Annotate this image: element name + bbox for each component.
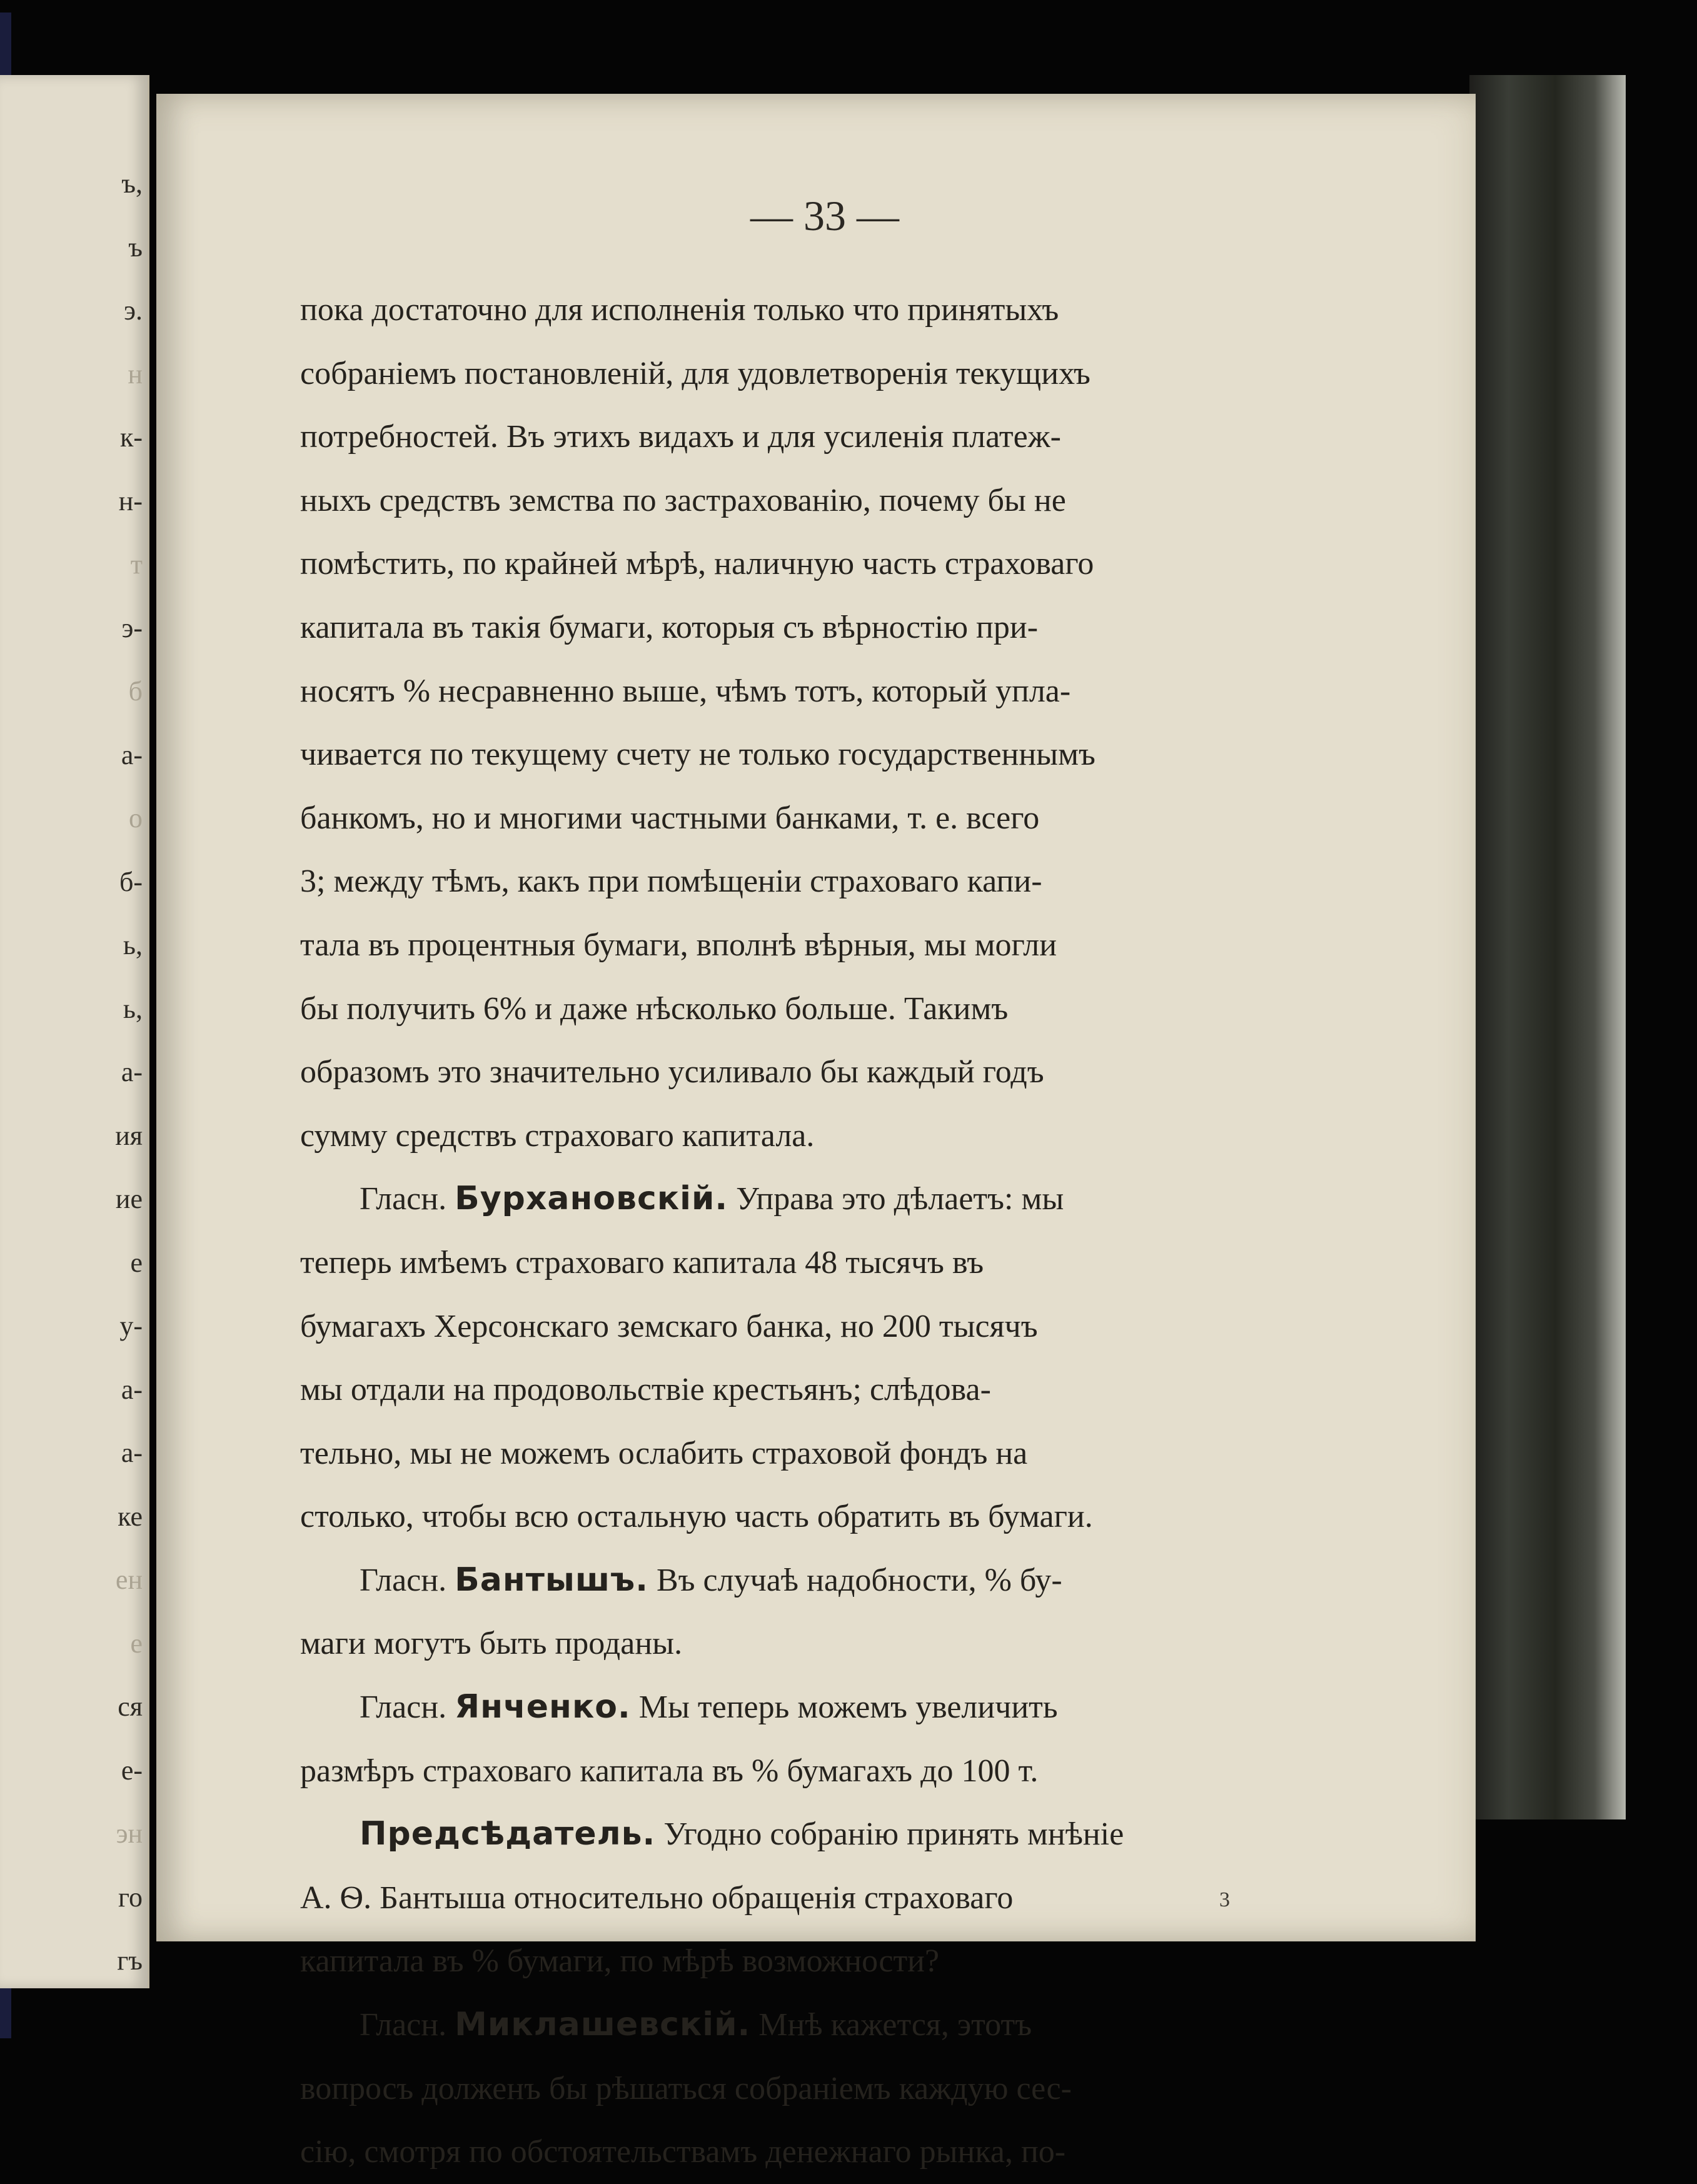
text-segment: помѣстить, по крайней мѣрѣ, наличную часть страховаго <box>300 546 1094 582</box>
page-text <box>300 278 1335 2184</box>
left-page-fragment: у- <box>119 1311 143 1341</box>
left-page-fragment: е <box>130 1628 143 1659</box>
text-segment: мы отдали на продовольствіе крестьянъ; слѣдова- <box>300 1372 991 1408</box>
left-page-fragment: е- <box>121 1754 143 1786</box>
page-number: — 33 — <box>750 192 899 239</box>
text-line <box>300 1422 1335 1486</box>
left-page-fragment: ие <box>115 1184 143 1214</box>
text-line <box>300 1612 1335 1676</box>
text-line <box>300 1358 1335 1422</box>
left-page <box>0 75 149 1988</box>
text-segment: 3; между тѣмъ, какъ при помѣщеніи страховаго капи- <box>300 863 1042 900</box>
speaker-name: Предсѣдатель. <box>360 1815 656 1853</box>
text-segment: носятъ % несравненно выше, чѣмъ тотъ, который упла- <box>300 673 1071 709</box>
left-page-fragment: ъ, <box>121 168 143 199</box>
text-line <box>300 850 1335 913</box>
text-line <box>300 532 1335 596</box>
text-line <box>300 1295 1335 1359</box>
left-page-fragment: э- <box>121 612 143 643</box>
left-page-fragment: ь, <box>123 993 143 1024</box>
text-line <box>300 342 1335 406</box>
text-line <box>300 1549 1335 1613</box>
left-page-fragment: гъ <box>117 1945 143 1976</box>
text-segment: тельно, мы не можемъ ослабить страховой фондъ на <box>300 1435 1028 1471</box>
text-line <box>300 913 1335 977</box>
signature-mark: 3 <box>1219 1888 1230 1911</box>
text-segment: потребностей. Въ этихъ видахъ и для усиленія платеж- <box>300 419 1061 455</box>
text-line <box>300 723 1335 787</box>
text-line <box>300 1930 1335 1993</box>
text-segment: Гласн. <box>360 1181 455 1217</box>
text-segment: Гласн. <box>360 1562 455 1598</box>
left-page-fragment: н <box>128 358 143 390</box>
text-line <box>300 660 1335 723</box>
text-line <box>300 787 1335 850</box>
text-segment: теперь имѣемъ страховаго капитала 48 тысячъ въ <box>300 1244 984 1281</box>
text-segment: собраніемъ постановленій, для удовлетворенія текущихъ <box>300 355 1090 391</box>
text-line <box>300 1803 1335 1866</box>
left-page-fragment: ь, <box>123 930 143 960</box>
text-line <box>300 1739 1335 1803</box>
text-line <box>300 1993 1335 2057</box>
text-line <box>300 977 1335 1041</box>
text-segment: бумагахъ Херсонскаго земскаго банка, но 200 тысячъ <box>300 1308 1038 1344</box>
left-page-fragment: а- <box>121 1374 143 1405</box>
page-block-edge <box>1469 75 1626 1819</box>
text-segment: маги могутъ быть проданы. <box>300 1626 683 1662</box>
text-line <box>300 2057 1335 2121</box>
left-page-fragment: а- <box>121 739 143 770</box>
text-segment: А. Ѳ. Бантыша относительно обращенія страховаго <box>300 1880 1014 1916</box>
text-segment: Въ случаѣ надобности, % бу- <box>648 1562 1062 1598</box>
text-line <box>300 469 1335 533</box>
text-segment: вопросъ долженъ бы рѣшаться собраніемъ каждую сес- <box>300 2070 1072 2106</box>
text-segment: Мнѣ кажется, этотъ <box>750 2007 1032 2043</box>
left-page-fragment: б <box>128 676 143 707</box>
text-line <box>300 1485 1335 1549</box>
left-page-fragment: ке <box>118 1501 143 1532</box>
left-page-fragment: а- <box>121 1057 143 1087</box>
text-segment: Управа это дѣлаетъ: мы <box>728 1181 1064 1217</box>
left-page-fragment: о <box>129 803 143 833</box>
text-segment: капитала въ % бумаги, по мѣрѣ возможности? <box>300 1943 940 1980</box>
speaker-name: Бурхановскій. <box>455 1180 728 1218</box>
text-segment: размѣръ страховаго капитала въ % бумагахъ до 100 т. <box>300 1753 1039 1789</box>
text-segment: ныхъ средствъ земства по застрахованію, почему бы не <box>300 482 1066 518</box>
text-line <box>300 1866 1335 1930</box>
left-page-fragment: а- <box>121 1437 143 1468</box>
text-line <box>300 405 1335 469</box>
left-page-fragment: ен <box>115 1564 143 1595</box>
speaker-name: Янченко. <box>455 1688 631 1726</box>
text-line <box>300 1104 1335 1168</box>
text-segment: Мы теперь можемъ увеличить <box>630 1689 1058 1726</box>
left-page-fragment: е <box>130 1247 143 1278</box>
text-segment: банкомъ, но и многими частными банками, т. е. всего <box>300 800 1040 836</box>
text-line <box>300 2120 1335 2184</box>
left-page-fragment: к- <box>119 422 143 453</box>
text-line <box>300 596 1335 660</box>
text-segment: столько, чтобы всю остальную часть обратить въ бумаги. <box>300 1499 1093 1535</box>
text-line <box>300 278 1335 342</box>
left-page-fragment: го <box>118 1881 143 1913</box>
text-segment: образомъ это значительно усиливало бы каждый годъ <box>300 1054 1044 1090</box>
left-page-fragment: эн <box>116 1818 143 1849</box>
book-page <box>156 94 1476 2170</box>
text-segment: бы получить 6% и даже нѣсколько больше. Такимъ <box>300 990 1009 1027</box>
text-segment: пока достаточно для исполненія только что принятыхъ <box>300 292 1059 328</box>
left-page-fragment: ся <box>118 1691 143 1722</box>
left-page-fragment: б- <box>119 866 143 897</box>
text-line <box>300 1167 1335 1231</box>
speaker-name: Бантышъ. <box>455 1561 648 1599</box>
text-segment: тала въ процентныя бумаги, вполнѣ вѣрныя, мы могли <box>300 927 1057 963</box>
left-page-fragment: ъ <box>128 231 143 263</box>
text-line <box>300 1040 1335 1104</box>
left-page-fragment: т <box>130 549 143 580</box>
text-segment: Угодно собранію принять мнѣніе <box>655 1816 1124 1853</box>
text-segment: чивается по текущему счету не только государственнымъ <box>300 737 1095 773</box>
left-page-fragment: э. <box>124 295 143 326</box>
speaker-name: Миклашевскій. <box>455 2006 751 2044</box>
text-segment: Гласн. <box>360 2007 455 2043</box>
text-line <box>300 1676 1335 1739</box>
left-page-fragment: ия <box>115 1120 143 1151</box>
text-segment: Гласн. <box>360 1689 455 1726</box>
text-line <box>300 1231 1335 1295</box>
text-segment: сумму средствъ страховаго капитала. <box>300 1117 815 1154</box>
text-segment: капитала въ такія бумаги, которыя съ вѣрностію при- <box>300 609 1039 645</box>
left-page-fragment: н- <box>118 485 143 516</box>
text-segment: сію, смотря по обстоятельствамъ денежнаго рынка, по- <box>300 2134 1066 2170</box>
